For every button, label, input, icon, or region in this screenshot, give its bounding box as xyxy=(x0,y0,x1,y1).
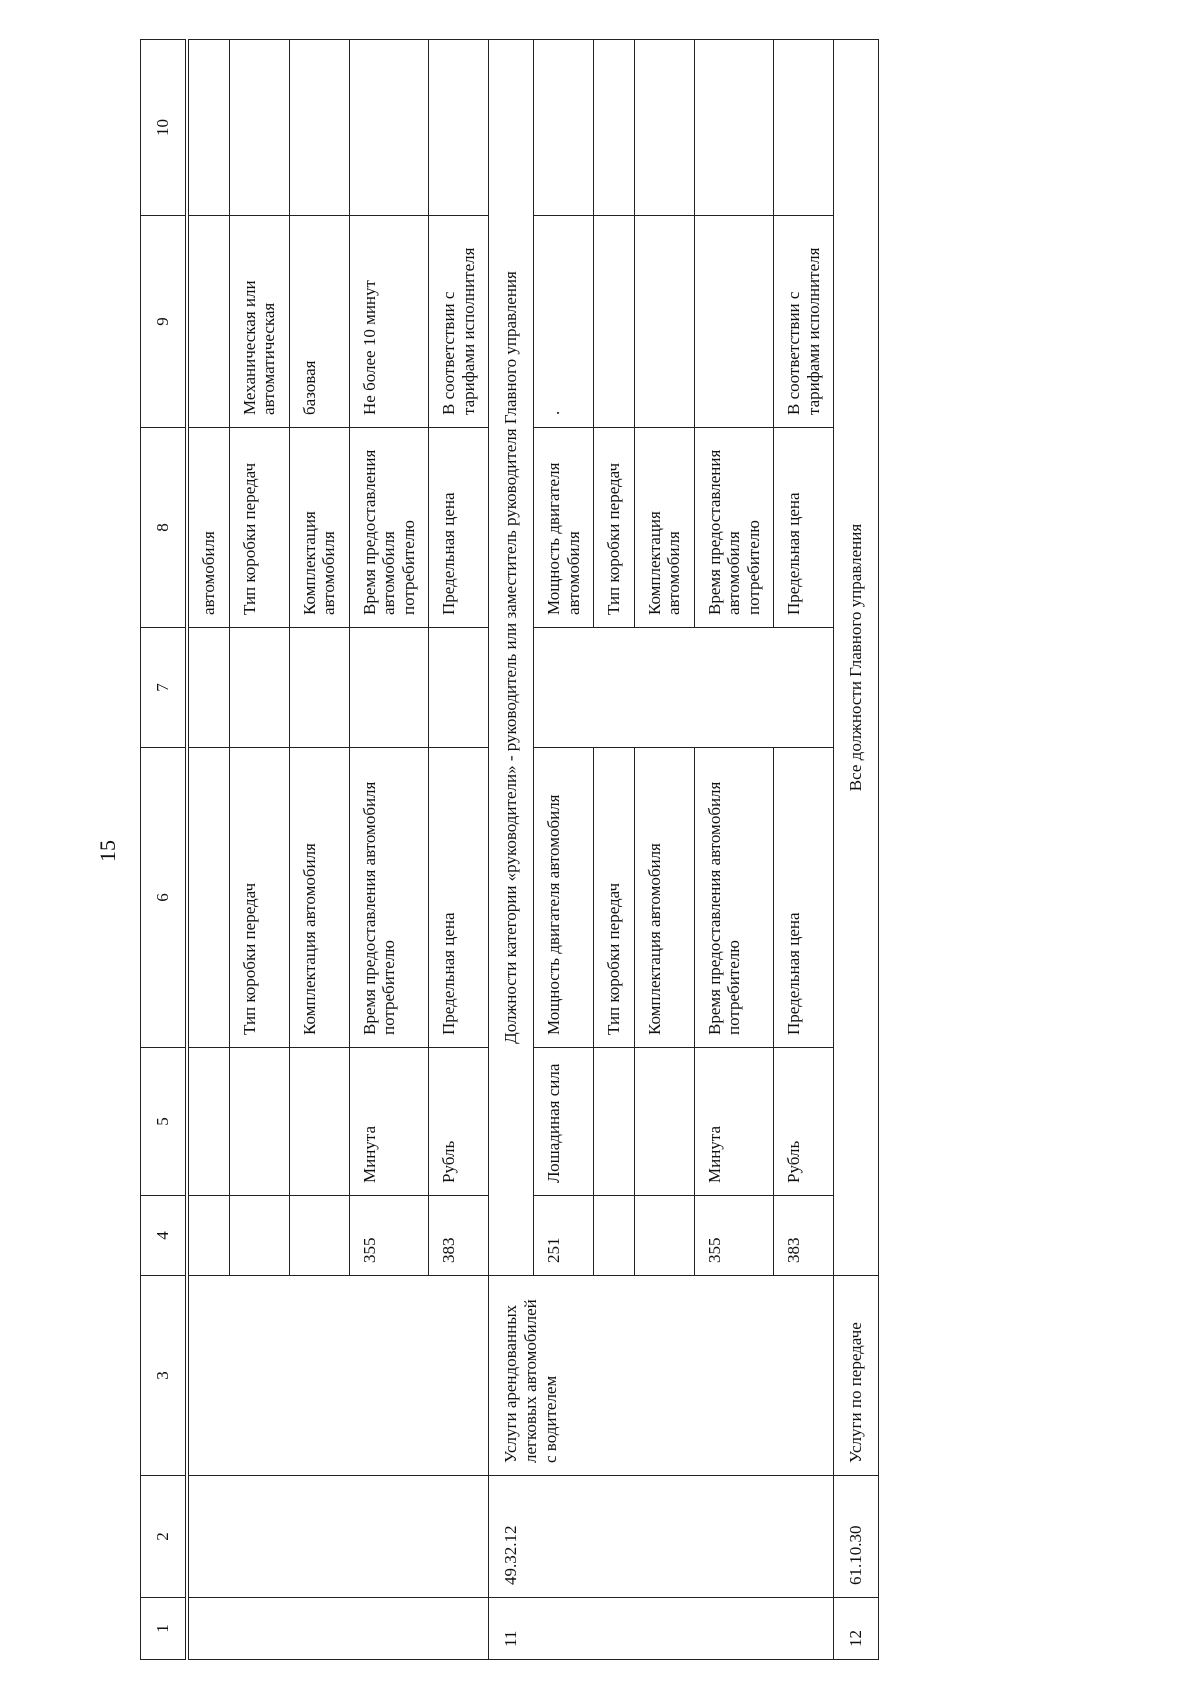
table-cell xyxy=(774,40,834,216)
section-header: Все должности Главного управления xyxy=(834,40,879,1276)
table-cell xyxy=(289,628,349,748)
table-cell xyxy=(634,40,694,216)
table-cell: Не более 10 минут xyxy=(349,216,429,428)
column-number-row xyxy=(141,40,188,1660)
table-cell: Минута xyxy=(349,1048,429,1196)
table-cell xyxy=(229,40,289,216)
table-cell: Комплектация автомобиля xyxy=(289,748,349,1048)
table-cell xyxy=(187,1476,489,1598)
item-code: 61.10.30 xyxy=(834,1476,879,1598)
table-cell: 251 xyxy=(534,1196,594,1276)
table-cell xyxy=(594,216,635,428)
table-cell: Предельная цена xyxy=(774,428,834,628)
table-cell: В соответствии с тарифами исполнителя xyxy=(774,216,834,428)
table-cell xyxy=(594,40,635,216)
table-cell xyxy=(634,1196,694,1276)
col-header-7: 7 xyxy=(141,628,188,748)
table-cell: Время предоставления автомобиля потребителю xyxy=(349,428,429,628)
table-cell xyxy=(187,1598,489,1660)
table-cell: Рубль xyxy=(429,1048,489,1196)
table-cell: . xyxy=(534,216,594,428)
table-row xyxy=(187,40,229,1660)
table-cell: Тип коробки передач xyxy=(229,748,289,1048)
table-cell: 383 xyxy=(429,1196,489,1276)
table-cell xyxy=(694,216,774,428)
table-cell: Время предоставления автомобиля потребителю xyxy=(694,428,774,628)
table-row xyxy=(489,40,534,1660)
table-cell xyxy=(229,628,289,748)
table-cell: Комплектация автомобиля xyxy=(634,748,694,1048)
col-header-5: 5 xyxy=(141,1048,188,1196)
col-header-6: 6 xyxy=(141,748,188,1048)
table-cell: 355 xyxy=(349,1196,429,1276)
col-header-3: 3 xyxy=(141,1276,188,1476)
col-header-10: 10 xyxy=(141,40,188,216)
table-cell: Рубль xyxy=(774,1048,834,1196)
table-cell xyxy=(634,216,694,428)
item-name: Услуги по передаче xyxy=(834,1276,879,1476)
table-cell: Механическая или автоматическая xyxy=(229,216,289,428)
section-header: Должности категории «руководители» - руководитель или заместитель руководителя Главного управления xyxy=(489,40,534,1276)
table-cell xyxy=(187,216,229,428)
table-cell xyxy=(187,628,229,748)
requirements-table xyxy=(140,39,879,1660)
rotated-table-container xyxy=(140,40,1120,1660)
table-cell: Мощность двигателя автомобиля xyxy=(534,428,594,628)
table-cell: Минута xyxy=(694,1048,774,1196)
table-cell xyxy=(229,1196,289,1276)
table-cell: Предельная цена xyxy=(429,748,489,1048)
table-cell: базовая xyxy=(289,216,349,428)
col-header-2: 2 xyxy=(141,1476,188,1598)
page-number: 15 xyxy=(95,840,120,862)
col-header-1: 1 xyxy=(141,1598,188,1660)
table-cell xyxy=(289,1048,349,1196)
table-cell: Предельная цена xyxy=(429,428,489,628)
item-number: 12 xyxy=(834,1598,879,1660)
table-cell: Предельная цена xyxy=(774,748,834,1048)
table-cell: Время предоставления автомобиля потребителю xyxy=(694,748,774,1048)
item-number: 11 xyxy=(489,1598,834,1660)
table-cell xyxy=(429,40,489,216)
table-cell: Тип коробки передач xyxy=(229,428,289,628)
table-cell xyxy=(187,1196,229,1276)
table-cell: В соответствии с тарифами исполнителя xyxy=(429,216,489,428)
table-cell: Время предоставления автомобиля потребителю xyxy=(349,748,429,1048)
table-row xyxy=(834,40,879,1660)
table-cell: Комплектация автомобиля xyxy=(289,428,349,628)
table-cell xyxy=(187,748,229,1048)
table-cell xyxy=(289,40,349,216)
table-cell xyxy=(429,628,489,748)
item-name: Услуги арендованных легковых автомобилей с водителем xyxy=(489,1276,834,1476)
table-cell: автомобиля xyxy=(187,428,229,628)
table-cell xyxy=(229,1048,289,1196)
col-header-9: 9 xyxy=(141,216,188,428)
col-header-4: 4 xyxy=(141,1196,188,1276)
table-cell xyxy=(694,40,774,216)
table-cell: Лошадиная сила xyxy=(534,1048,594,1196)
item-code: 49.32.12 xyxy=(489,1476,834,1598)
table-cell: Комплектация автомобиля xyxy=(634,428,694,628)
col-header-8: 8 xyxy=(141,428,188,628)
table-cell xyxy=(534,40,594,216)
table-cell xyxy=(187,40,229,216)
table-cell: Тип коробки передач xyxy=(594,748,635,1048)
table-cell xyxy=(594,1048,635,1196)
table-cell: 355 xyxy=(694,1196,774,1276)
table-cell xyxy=(187,1048,229,1196)
table-cell xyxy=(594,1196,635,1276)
table-cell xyxy=(289,1196,349,1276)
table-cell xyxy=(349,628,429,748)
table-cell xyxy=(634,1048,694,1196)
table-cell xyxy=(534,628,834,748)
table-cell: 383 xyxy=(774,1196,834,1276)
table-cell: Мощность двигателя автомобиля xyxy=(534,748,594,1048)
table-cell xyxy=(349,40,429,216)
table-cell xyxy=(187,1276,489,1476)
table-cell: Тип коробки передач xyxy=(594,428,635,628)
